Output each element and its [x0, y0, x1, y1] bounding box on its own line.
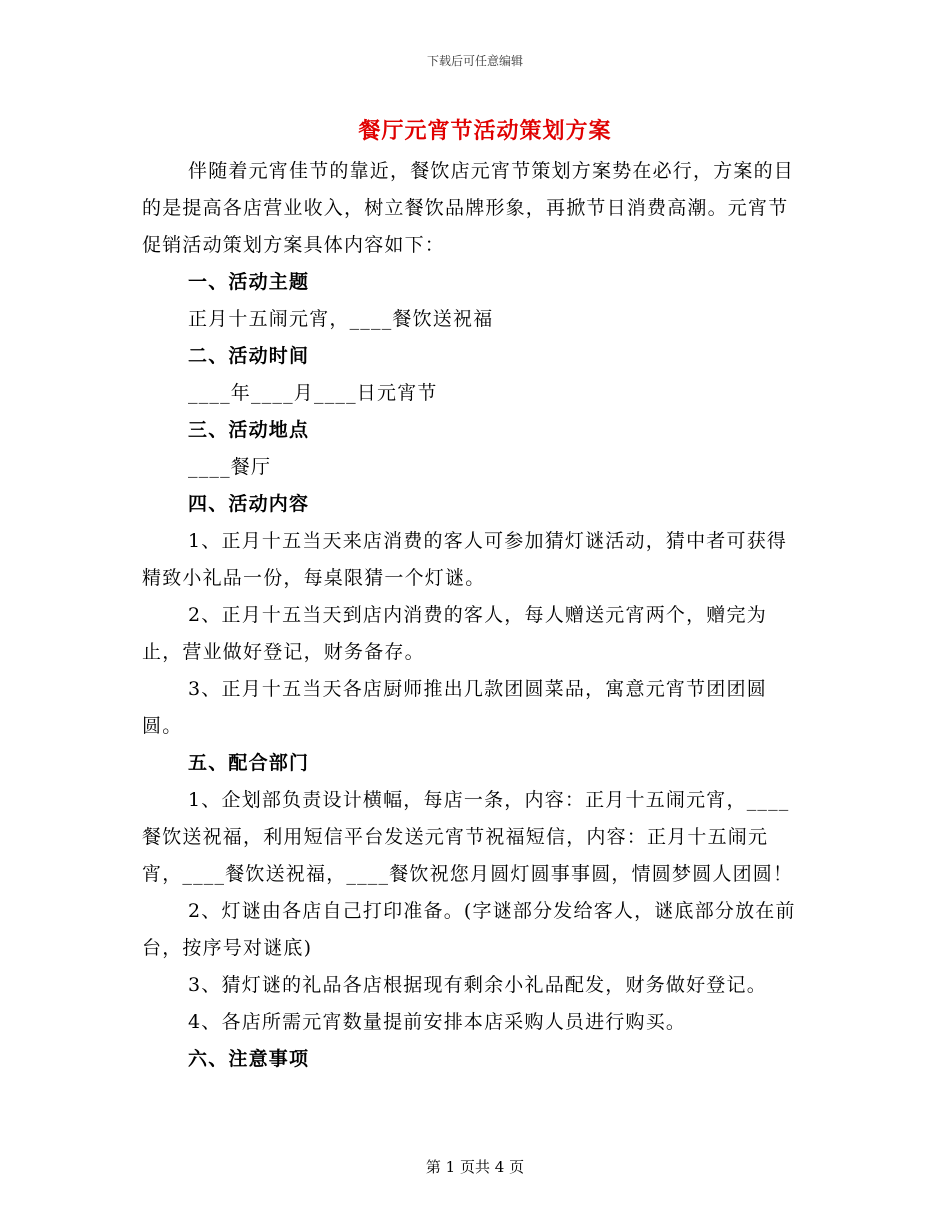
- section-heading-departments: 五、配合部门: [188, 752, 310, 774]
- content-item-1: 1、正月十五当天来店消费的客人可参加猜灯谜活动，猜中者可获得精致小礼品一份，每桌限猜一个灯谜。: [142, 530, 788, 589]
- header-note: 下载后可任意编辑: [426, 54, 523, 68]
- section-text-time: ____年____月____日元宵节: [188, 382, 438, 404]
- department-item-4: 4、各店所需元宵数量提前安排本店采购人员进行购买。: [188, 1011, 687, 1033]
- section-heading-theme: 一、活动主题: [188, 271, 310, 293]
- page-footer: 第 1 页共 4 页: [425, 1158, 525, 1176]
- content-item-3: 3、正月十五当天各店厨师推出几款团圆菜品，寓意元宵节团团圆圆。: [142, 678, 767, 737]
- department-item-2: 2、灯谜由各店自己打印准备。(字谜部分发给客人，谜底部分放在前台，按序号对谜底): [142, 900, 796, 959]
- department-item-1: 1、企划部负责设计横幅，每店一条，内容：正月十五闹元宵，____餐饮送祝福，利用短信平台发送元宵节祝福短信，内容：正月十五闹元宵，____餐饮送祝福，____餐饮祝您月圆灯圆事事圆，情圆梦圆人团圆！: [142, 789, 794, 885]
- section-text-theme: 正月十五闹元宵，____餐饮送祝福: [188, 308, 494, 330]
- section-heading-notes: 六、注意事项: [188, 1048, 310, 1070]
- document-body: [142, 153, 807, 1078]
- section-heading-content: 四、活动内容: [188, 493, 310, 515]
- document-title: 餐厅元宵节活动策划方案: [358, 118, 612, 144]
- section-text-location: ____餐厅: [188, 456, 272, 478]
- content-item-2: 2、正月十五当天到店内消费的客人，每人赠送元宵两个，赠完为止，营业做好登记，财务备存。: [142, 604, 767, 663]
- department-item-3: 3、猜灯谜的礼品各店根据现有剩余小礼品配发，财务做好登记。: [188, 974, 767, 996]
- intro-paragraph: 伴随着元宵佳节的靠近，餐饮店元宵节策划方案势在必行，方案的目的是提高各店营业收入，树立餐饮品牌形象，再掀节日消费高潮。元宵节促销活动策划方案具体内容如下：: [142, 160, 795, 256]
- section-heading-location: 三、活动地点: [188, 419, 310, 441]
- section-heading-time: 二、活动时间: [188, 345, 310, 367]
